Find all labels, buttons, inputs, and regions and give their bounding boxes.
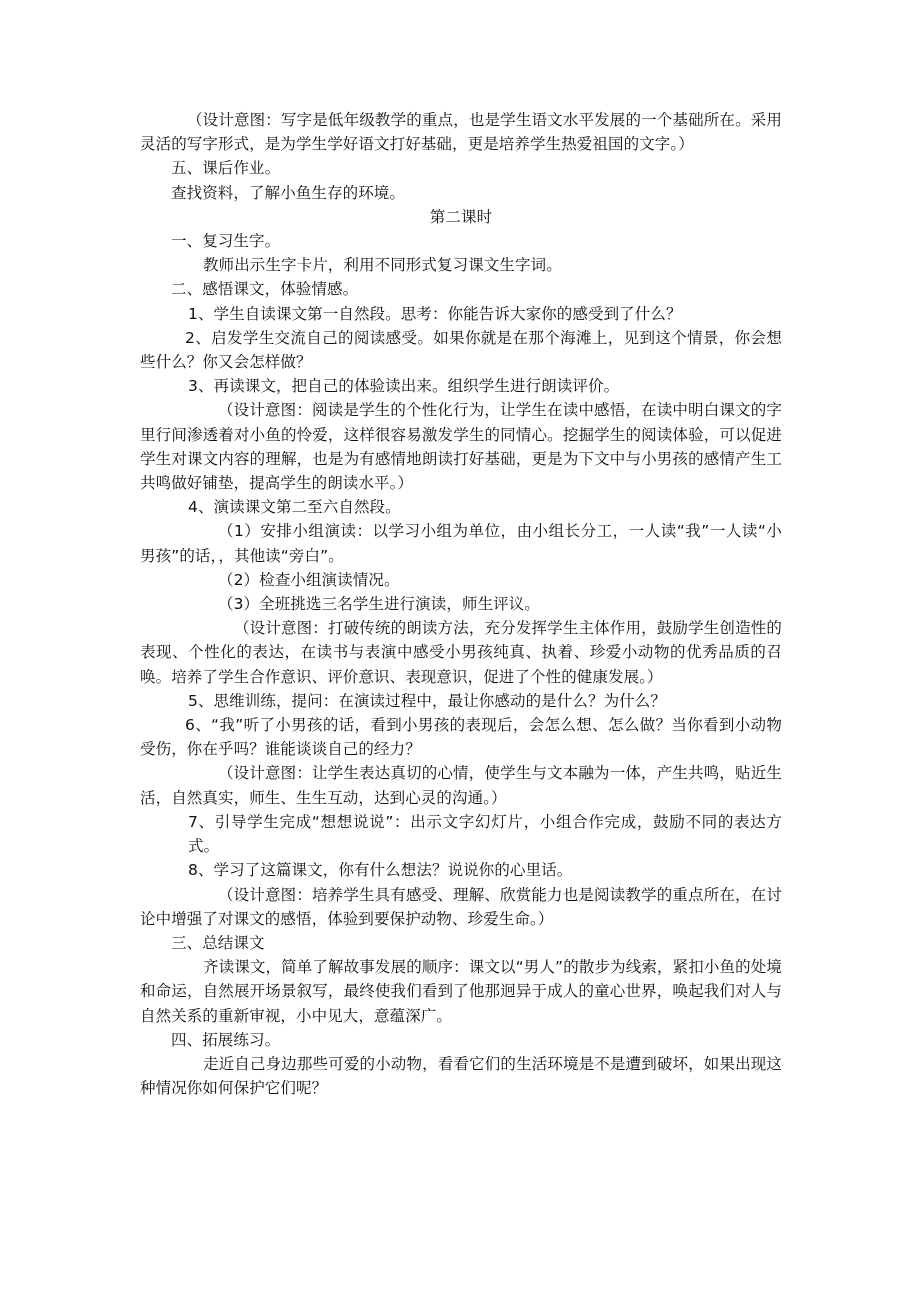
review-text: 教师出示生字卡片，利用不同形式复习课文生字词。 [203, 256, 562, 275]
section-homework-heading: 五、课后作业。 [171, 159, 281, 178]
step-4-sub-3: （3）全班挑选三名学生进行演读，师生评议。 [218, 595, 540, 614]
extension-text: 走近自己身边那些可爱的小动物，看看它们的生活环境是不是遭到破坏，如果出现这种情况你如何保护它们呢？ [140, 1054, 782, 1098]
design-intent-appreciation: （设计意图：培养学生具有感受、理解、欣赏能力也是阅读教学的重点所在，在讨论中增强了对课文的感悟，体验到要保护动物、珍爱生命。） [140, 885, 782, 928]
step-5: 5、思维训练，提问：在演读过程中，最让你感动的是什么？为什么？ [188, 691, 666, 710]
step-8: 8、学习了这篇课文，你有什么想法？说说你的心里话。 [188, 861, 573, 880]
homework-text: 查找资料，了解小鱼生存的环境。 [171, 183, 406, 202]
step-4: 4、演读课文第二至六自然段。 [188, 498, 401, 517]
section-feel-heading: 二、感悟课文，体验情感。 [171, 280, 359, 299]
design-intent-emotion: （设计意图：让学生表达真切的心情，使学生与文本融为一体，产生共鸣，贴近生活，自然真实，师生、生生互动，达到心灵的沟通。） [140, 764, 782, 807]
step-3: 3、再读课文，把自己的体验读出来。组织学生进行朗读评价。 [188, 377, 620, 396]
document-page [140, 108, 782, 1100]
design-intent-performance: （设计意图：打破传统的朗读方法，充分发挥学生主体作用，鼓励学生创造性的表现、个性化的表达，在读书与表演中感受小男孩纯真、执着、珍爱小动物的优秀品质的召唤。培养了学生合作意识、评价意识、表现意识，促进了个性的健康发展。） [140, 619, 782, 686]
step-4-sub-1: （1）安排小组演读：以学习小组为单位，由小组长分工，一人读“我”一人读“小男孩”的话，，其他读“旁白”。 [140, 522, 782, 565]
section-extension-heading: 四、拓展练习。 [171, 1030, 281, 1049]
step-6: 6、“我”听了小男孩的话，看到小男孩的表现后，会怎么想、怎么做？当你看到小动物受伤，你在乎吗？谁能谈谈自己的经力？ [140, 716, 782, 759]
section-review-heading: 一、复习生字。 [171, 232, 281, 251]
design-intent-reading: （设计意图：阅读是学生的个性化行为，让学生在读中感悟，在读中明白课文的字里行间渗透着对小鱼的怜爱，这样很容易激发学生的同情心。挖掘学生的阅读体验，可以促进学生对课文内容的理解，也是为有感情地朗读打好基础，更是为下文中与小男孩的感情产生工共鸣做好铺垫，提高学生的朗读水平。） [140, 401, 782, 493]
design-intent-writing: （设计意图：写字是低年级教学的重点，也是学生语文水平发展的一个基础所在。采用灵活的写字形式，是为学生学好语文打好基础，更是培养学生热爱祖国的文字。） [140, 111, 782, 154]
section-summary-heading: 三、总结课文 [171, 933, 265, 952]
summary-text: 齐读课文，简单了解故事发展的顺序：课文以“男人”的散步为线索，紧扣小鱼的处境和命运，自然展开场景叙写，最终使我们看到了他那迥异于成人的童心世界，唤起我们对人与自然关系的重新审视，小中见大，意蕴深广。 [140, 958, 782, 1025]
step-7: 7、引导学生完成“想想说说”：出示文字幻灯片，小组合作完成，鼓励不同的表达方式。 [188, 812, 782, 856]
lesson-title: 第二课时 [429, 207, 493, 226]
step-2: 2、启发学生交流自己的阅读感受。如果你就是在那个海滩上，见到这个情景，你会想些什么？你又会怎样做？ [140, 328, 782, 372]
step-1: 1、学生自读课文第一自然段。思考：你能告诉大家你的感受到了什么？ [188, 304, 682, 323]
step-4-sub-2: （2）检查小组演读情况。 [218, 570, 400, 589]
